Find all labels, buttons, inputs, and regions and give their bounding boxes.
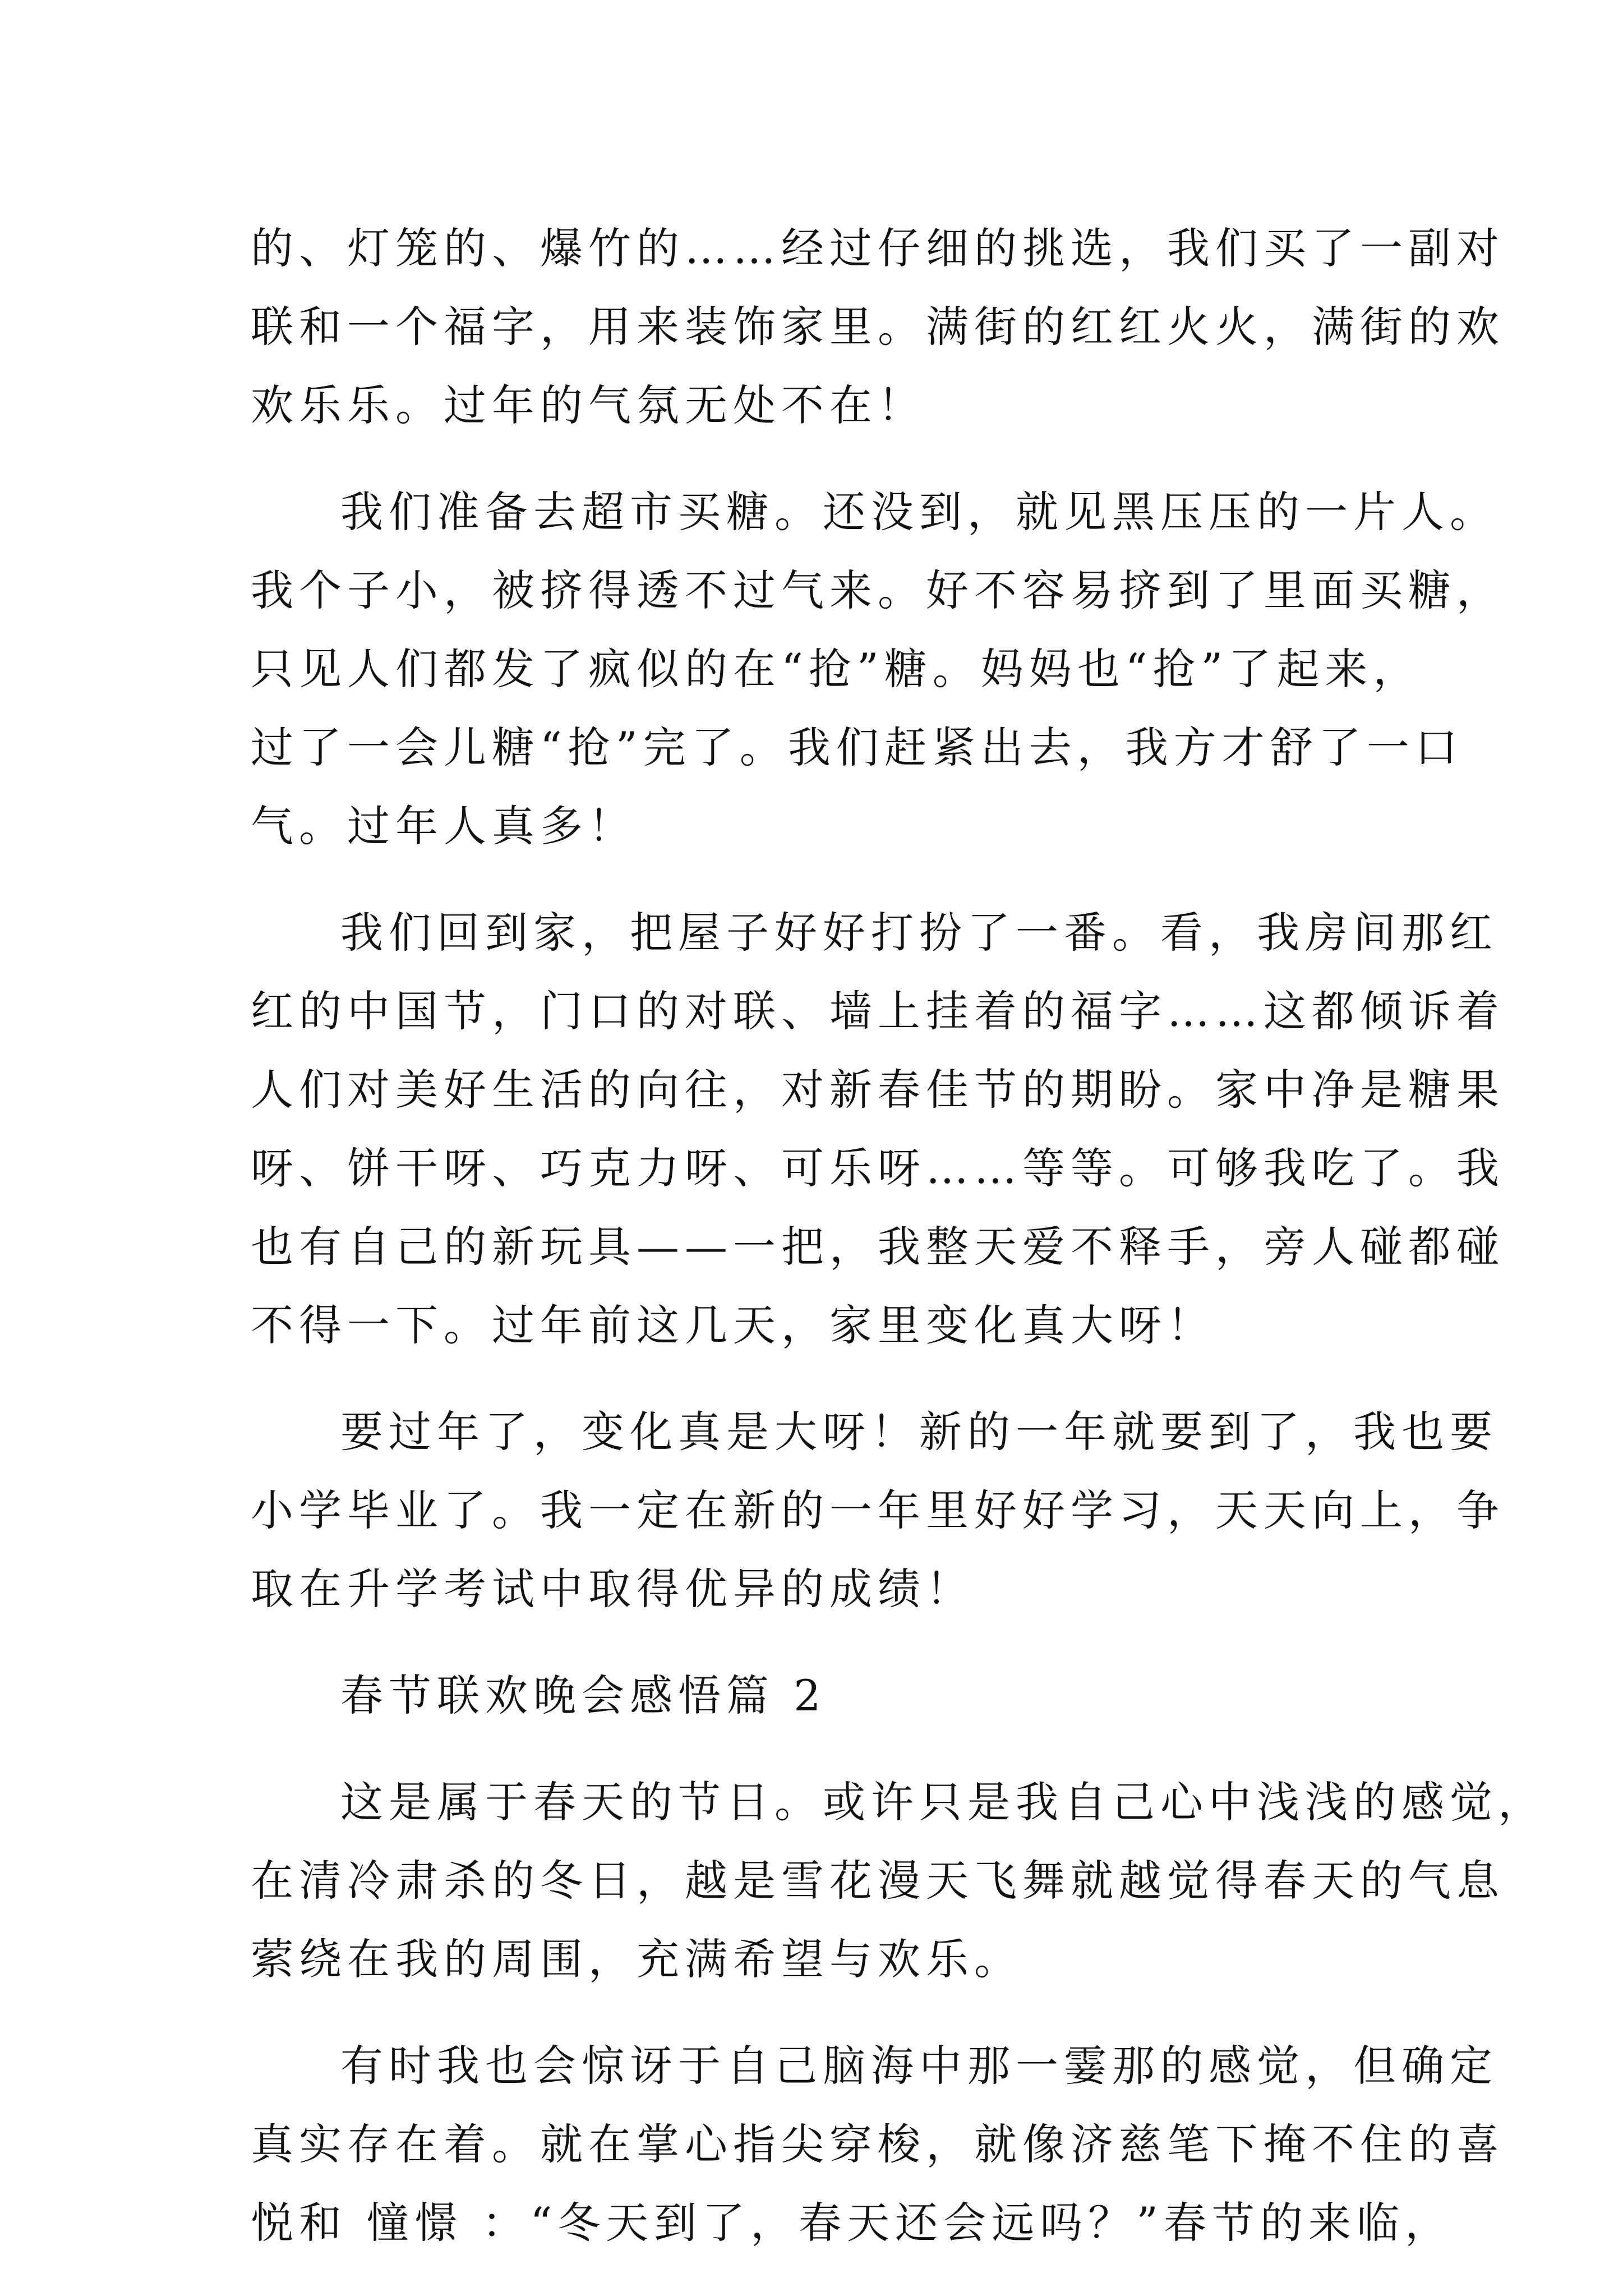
text-line: 我们回到家，把屋子好好打扮了一番。看，我房间那红 (340, 908, 1498, 958)
text-line: 过了一会儿糖“抢”完了。我们赶紧出去，我方才舒了一口 (251, 723, 1463, 772)
text-line: 真实存在着。就在掌心指尖穿梭，就像济慈笔下掩不住的喜 (251, 2119, 1505, 2169)
paragraph (251, 2027, 1505, 2262)
paragraph (251, 1763, 1546, 1999)
text-line: 这是属于春天的节日。或许只是我自己心中浅浅的感觉， (340, 1777, 1546, 1827)
text-line: 人们对美好生活的向往，对新春佳节的期盼。家中净是糖果 (251, 1065, 1505, 1115)
paragraph (251, 1393, 1505, 1628)
paragraph (251, 473, 1505, 866)
document-body (251, 209, 1546, 2262)
text-line: 联和一个福字，用来装饰家里。满街的红红火火，满街的欢 (251, 302, 1505, 352)
text-line: 取在升学考试中取得优异的成绩！ (251, 1564, 974, 1614)
text-line: 要过年了，变化真是大呀！新的一年就要到了，我也要 (340, 1407, 1498, 1457)
text-line: 萦绕在我的周围，充满希望与欢乐。 (251, 1934, 1022, 1984)
text-line: 有时我也会惊讶于自己脑海中那一霎那的感觉，但确定 (340, 2041, 1498, 2091)
heading-text: 春节联欢晚会感悟篇 2 (340, 1671, 827, 1720)
text-line: 也有自己的新玩具——一把，我整天爱不释手，旁人碰都碰 (251, 1222, 1505, 1272)
text-line: 悦和 憧憬 ：“冬天到了，春天还会远吗？”春节的来临， (251, 2198, 1454, 2248)
text-line: 小学毕业了。我一定在新的一年里好好学习，天天向上，争 (251, 1485, 1505, 1535)
paragraph (251, 894, 1505, 1365)
paragraph (251, 209, 1505, 445)
text-line: 呀、饼干呀、巧克力呀、可乐呀……等等。可够我吃了。我 (251, 1143, 1505, 1193)
text-line: 的、灯笼的、爆竹的……经过仔细的挑选，我们买了一副对 (251, 223, 1505, 273)
text-line: 我个子小，被挤得透不过气来。好不容易挤到了里面买糖， (251, 565, 1505, 615)
text-line: 气。过年人真多！ (251, 801, 637, 851)
text-line: 红的中国节，门口的对联、墙上挂着的福字……这都倾诉着 (251, 986, 1505, 1036)
section-heading (251, 1657, 1384, 1735)
text-line: 在清冷肃杀的冬日，越是雪花漫天飞舞就越觉得春天的气息 (251, 1856, 1505, 1906)
text-line: 不得一下。过年前这几天，家里变化真大呀！ (251, 1300, 1215, 1350)
text-line: 我们准备去超市买糖。还没到，就见黑压压的一片人。 (340, 487, 1498, 537)
text-line: 欢乐乐。过年的气氛无处不在！ (251, 380, 926, 430)
text-line: 只见人们都发了疯似的在“抢”糖。妈妈也“抢”了起来， (251, 644, 1422, 694)
